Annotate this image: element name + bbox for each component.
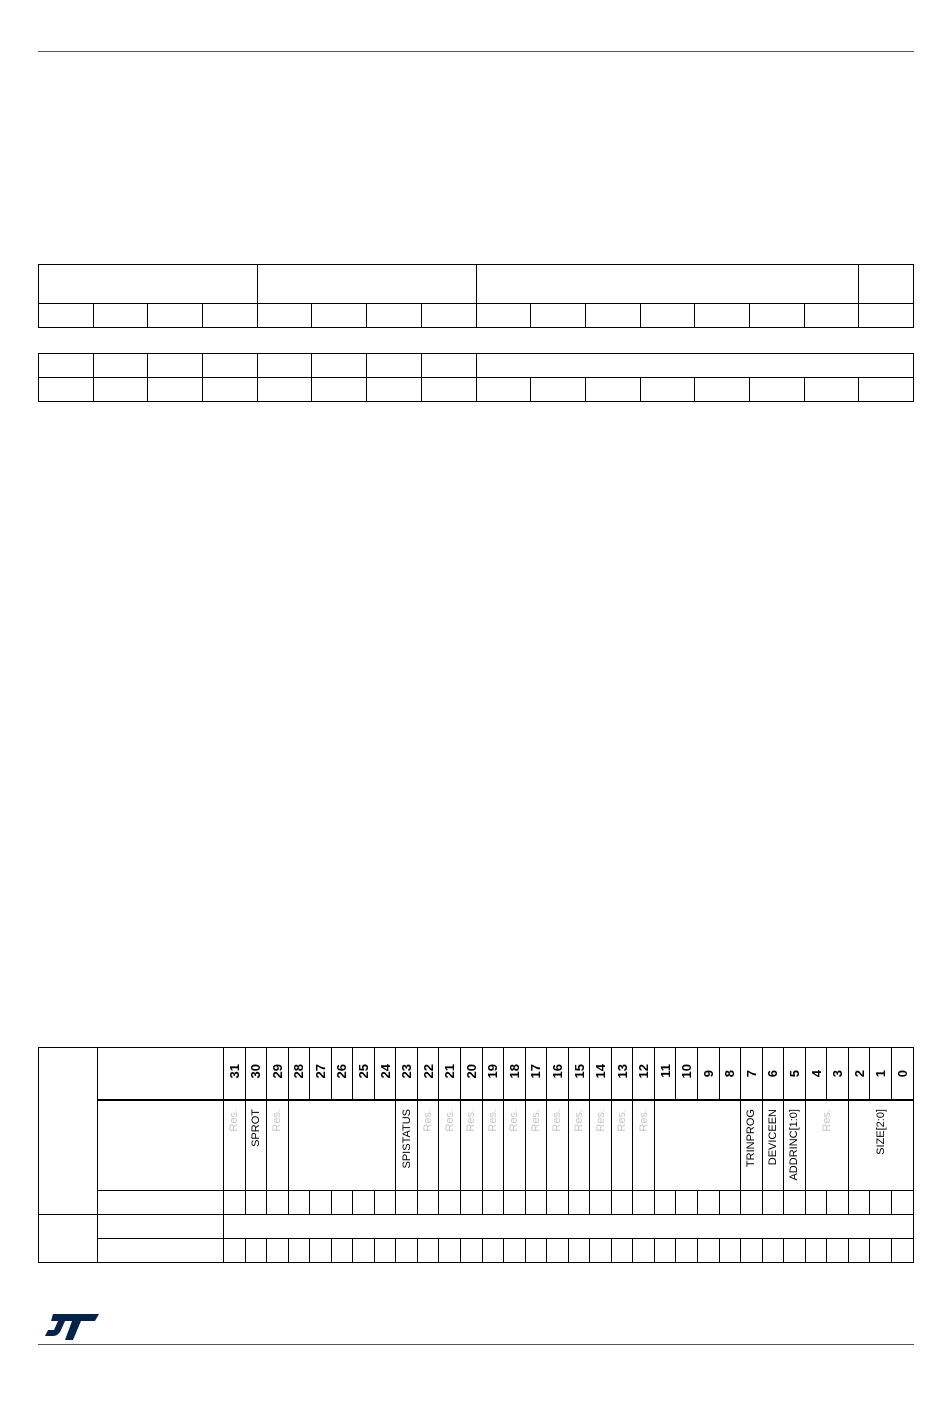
reserved-field: [267, 1100, 289, 1191]
bit-field-grid-lower: [38, 353, 914, 402]
grid-cell: [312, 378, 367, 402]
bit-value-cell: [741, 1239, 763, 1263]
reserved-field: [525, 1100, 547, 1191]
bit-number: 12: [636, 1063, 652, 1078]
field-label: DEVICEEN: [766, 1108, 779, 1165]
bit-number-cell: [848, 1048, 870, 1100]
field-label: SPISTATUS: [400, 1108, 413, 1168]
grid-cell: [39, 304, 94, 328]
st-logo: [45, 1312, 101, 1347]
bit-value-cell: [784, 1191, 806, 1215]
grid-cell: [749, 304, 804, 328]
bit-number: 10: [679, 1063, 695, 1078]
st-logo-icon: [45, 1312, 101, 1342]
field-label: Res.: [422, 1108, 435, 1132]
field-label: ADDRINC[1:0]: [788, 1108, 801, 1181]
field-label: Res.: [486, 1108, 499, 1132]
bit-number: 17: [528, 1063, 544, 1078]
reserved-field: [223, 1100, 245, 1191]
bit-number: 20: [463, 1063, 479, 1078]
reserved-field: [482, 1100, 504, 1191]
bit-number-cell: [827, 1048, 849, 1100]
grid-cell: [531, 304, 586, 328]
bit-value-cell: [504, 1191, 526, 1215]
bit-value-cell: [267, 1239, 289, 1263]
grid-cell: [39, 354, 94, 378]
bit-value-cell: [870, 1191, 892, 1215]
grid-cell: [476, 265, 859, 304]
field-label: Res.: [228, 1108, 241, 1132]
bit-value-cell: [353, 1239, 375, 1263]
bit-value-cell: [784, 1239, 806, 1263]
bit-value-cell: [461, 1239, 483, 1263]
bit-number-cell: [698, 1048, 720, 1100]
bit-number-cell: [439, 1048, 461, 1100]
bit-number-cell: [374, 1048, 396, 1100]
grid-cell: [421, 378, 476, 402]
field-label: SIZE[2:0]: [874, 1108, 887, 1155]
bit-value-cell: [654, 1191, 676, 1215]
bit-number-cell: [568, 1048, 590, 1100]
bit-number-cell: [525, 1048, 547, 1100]
grid-cell: [859, 378, 914, 402]
bit-value-cell: [374, 1239, 396, 1263]
bit-value-cell: [633, 1191, 655, 1215]
reserved-field: [633, 1100, 655, 1191]
bit-number: 14: [593, 1063, 609, 1078]
grid-cell: [367, 354, 422, 378]
grid-cell: [367, 378, 422, 402]
bit-number: 15: [571, 1063, 587, 1078]
grid-cell: [640, 304, 695, 328]
grid-cell: [585, 304, 640, 328]
bit-value-cell: [310, 1239, 332, 1263]
reserved-field: [504, 1100, 526, 1191]
register-field: [762, 1100, 784, 1191]
grid-cell: [531, 378, 586, 402]
grid-cell: [312, 304, 367, 328]
register-field: [654, 1100, 740, 1191]
bit-value-cell: [676, 1239, 698, 1263]
grid-cell: [804, 304, 859, 328]
bit-number: 5: [786, 1070, 802, 1078]
grid-cell: [367, 304, 422, 328]
grid-cell: [859, 304, 914, 328]
reserved-field: [547, 1100, 569, 1191]
bit-value-cell: [827, 1191, 849, 1215]
access-cell: [97, 1191, 223, 1215]
bit-number-cell: [719, 1048, 741, 1100]
bit-number: 4: [808, 1070, 824, 1078]
bit-value-cell: [611, 1239, 633, 1263]
bit-number: 21: [442, 1063, 458, 1078]
bit-number-cell: [417, 1048, 439, 1100]
bit-number-cell: [633, 1048, 655, 1100]
bit-number-cell: [870, 1048, 892, 1100]
offset-cell: [39, 1048, 98, 1215]
grid-cell: [203, 378, 258, 402]
bit-value-cell: [439, 1239, 461, 1263]
bit-number: 7: [743, 1070, 759, 1078]
bit-value-cell: [267, 1191, 289, 1215]
bit-value-cell: [590, 1191, 612, 1215]
bit-value-cell: [848, 1239, 870, 1263]
bit-value-cell: [223, 1191, 245, 1215]
bit-value-cell: [827, 1239, 849, 1263]
grid-cell: [640, 378, 695, 402]
grid-cell: [39, 265, 258, 304]
header-rule: [38, 51, 914, 52]
bit-value-cell: [568, 1191, 590, 1215]
bit-number-cell: [547, 1048, 569, 1100]
bit-number-cell: [353, 1048, 375, 1100]
bit-value-cell: [762, 1191, 784, 1215]
grid-cell: [421, 354, 476, 378]
bit-number: 26: [334, 1063, 350, 1078]
bit-value-cell: [310, 1191, 332, 1215]
grid-cell: [93, 354, 148, 378]
bit-value-cell: [805, 1191, 827, 1215]
grid-cell: [93, 378, 148, 402]
bit-number: 16: [549, 1063, 565, 1078]
field-label: Res.: [573, 1108, 585, 1132]
bit-number: 30: [248, 1063, 264, 1078]
bit-number-cell: [482, 1048, 504, 1100]
register-name-cell: [97, 1100, 223, 1191]
bit-number: 0: [894, 1070, 910, 1078]
bit-value-cell: [698, 1239, 720, 1263]
grid-cell: [585, 378, 640, 402]
grid-cell: [695, 304, 750, 328]
grid-cell: [257, 378, 312, 402]
bit-value-cell: [288, 1191, 310, 1215]
grid-cell: [257, 265, 476, 304]
bit-value-cell: [353, 1191, 375, 1215]
field-label: Res.: [529, 1108, 542, 1132]
register-field: [741, 1100, 763, 1191]
grid-cell: [476, 304, 531, 328]
bit-number-cell: [611, 1048, 633, 1100]
bit-value-cell: [719, 1191, 741, 1215]
bit-number-cell: [676, 1048, 698, 1100]
grid-cell: [257, 304, 312, 328]
grid-cell: [203, 304, 258, 328]
bit-number: 19: [485, 1063, 501, 1078]
bit-value-cell: [439, 1191, 461, 1215]
bit-number-cell: [396, 1048, 418, 1100]
bit-value-cell: [719, 1239, 741, 1263]
reset-label-cell: [97, 1215, 223, 1239]
bit-number-cell: [310, 1048, 332, 1100]
bit-value-cell: [525, 1239, 547, 1263]
bit-number: 28: [291, 1063, 307, 1078]
bit-value-cell: [568, 1239, 590, 1263]
grid-cell: [476, 354, 914, 378]
grid-cell: [148, 354, 203, 378]
grid-cell: [148, 304, 203, 328]
field-label: Res.: [551, 1108, 564, 1132]
bit-value-cell: [805, 1239, 827, 1263]
grid-cell: [148, 378, 203, 402]
field-label: Res.: [820, 1108, 833, 1132]
bit-value-cell: [698, 1191, 720, 1215]
bit-number-cell: [461, 1048, 483, 1100]
bit-field-grid-upper: [38, 264, 914, 328]
bit-number-cell: [805, 1048, 827, 1100]
bit-value-cell: [891, 1191, 913, 1215]
bit-value-cell: [762, 1239, 784, 1263]
reserved-field: [417, 1100, 439, 1191]
bit-number: 8: [722, 1070, 738, 1078]
grid-cell: [421, 304, 476, 328]
bit-number: 29: [269, 1063, 285, 1078]
bit-number-cell: [331, 1048, 353, 1100]
bit-value-cell: [547, 1191, 569, 1215]
bit-value-cell: [891, 1239, 913, 1263]
register-map-table: [38, 1047, 914, 1263]
field-label: Res.: [594, 1108, 607, 1132]
bit-value-cell: [245, 1191, 267, 1215]
reserved-field: [590, 1100, 612, 1191]
field-label: TRINPROG: [745, 1108, 758, 1167]
field-label: SPROT: [249, 1108, 262, 1147]
bit-value-cell: [611, 1191, 633, 1215]
register-field: [396, 1100, 418, 1191]
bit-value-cell: [396, 1239, 418, 1263]
grid-cell: [695, 378, 750, 402]
bit-number-cell: [741, 1048, 763, 1100]
bit-number: 1: [873, 1070, 889, 1078]
grid-cell: [749, 378, 804, 402]
bit-number: 23: [399, 1063, 415, 1078]
bit-number: 31: [226, 1063, 242, 1078]
bit-value-cell: [417, 1239, 439, 1263]
bit-number: 24: [377, 1063, 393, 1078]
bit-value-cell: [870, 1239, 892, 1263]
bit-number-cell: [654, 1048, 676, 1100]
bit-value-cell: [331, 1239, 353, 1263]
grid-cell: [476, 378, 531, 402]
reserved-field: [439, 1100, 461, 1191]
register-field: [848, 1100, 913, 1191]
bit-value-cell: [288, 1239, 310, 1263]
bit-number: 22: [420, 1063, 436, 1078]
bit-number: 9: [700, 1070, 716, 1078]
bit-value-cell: [654, 1239, 676, 1263]
bit-number-cell: [762, 1048, 784, 1100]
bit-value-cell: [547, 1239, 569, 1263]
bit-number-cell: [504, 1048, 526, 1100]
field-label: Res.: [508, 1108, 521, 1132]
bit-value-cell: [741, 1191, 763, 1215]
bit-value-cell: [590, 1239, 612, 1263]
bit-number-cell: [891, 1048, 913, 1100]
bit-number: 27: [312, 1063, 328, 1078]
field-label: Res.: [443, 1108, 456, 1132]
bit-number-cell: [245, 1048, 267, 1100]
bit-value-cell: [223, 1239, 245, 1263]
grid-cell: [257, 354, 312, 378]
bit-value-cell: [461, 1191, 483, 1215]
grid-cell: [93, 304, 148, 328]
field-label: Res.: [616, 1108, 629, 1132]
bit-value-cell: [504, 1239, 526, 1263]
bit-value-cell: [482, 1191, 504, 1215]
bit-value-cell: [396, 1191, 418, 1215]
register-field: [245, 1100, 267, 1191]
bit-value-cell: [331, 1191, 353, 1215]
reserved-field: [568, 1100, 590, 1191]
bit-number-cell: [590, 1048, 612, 1100]
register-name-cell: [97, 1048, 223, 1100]
bit-number-cell: [288, 1048, 310, 1100]
footer-rule: [38, 1344, 914, 1345]
bit-number: 25: [356, 1063, 372, 1078]
bit-number: 18: [506, 1063, 522, 1078]
field-label: Res.: [637, 1108, 650, 1132]
bit-value-cell: [525, 1191, 547, 1215]
register-field: [784, 1100, 806, 1191]
reserved-field: [805, 1100, 848, 1191]
bit-value-cell: [676, 1191, 698, 1215]
bit-value-cell: [633, 1239, 655, 1263]
bit-number: 6: [765, 1070, 781, 1078]
reset-label-cell: [97, 1239, 223, 1263]
reset-value-span: [223, 1215, 913, 1239]
grid-cell: [39, 378, 94, 402]
bit-number: 13: [614, 1063, 630, 1078]
bit-number-cell: [267, 1048, 289, 1100]
bit-number: 3: [830, 1070, 846, 1078]
bit-number: 11: [657, 1063, 673, 1078]
field-label: Res.: [271, 1108, 284, 1132]
grid-cell: [203, 354, 258, 378]
grid-cell: [312, 354, 367, 378]
bit-value-cell: [245, 1239, 267, 1263]
bit-value-cell: [848, 1191, 870, 1215]
bit-value-cell: [482, 1239, 504, 1263]
bit-value-cell: [374, 1191, 396, 1215]
bit-number-cell: [223, 1048, 245, 1100]
bit-number-cell: [784, 1048, 806, 1100]
reserved-field: [461, 1100, 483, 1191]
register-field: [288, 1100, 396, 1191]
field-label: Res.: [465, 1108, 478, 1132]
reserved-field: [611, 1100, 633, 1191]
bit-number: 2: [851, 1070, 867, 1078]
bit-value-cell: [417, 1191, 439, 1215]
grid-cell: [859, 265, 914, 304]
reset-offset-cell: [39, 1215, 98, 1263]
grid-cell: [804, 378, 859, 402]
